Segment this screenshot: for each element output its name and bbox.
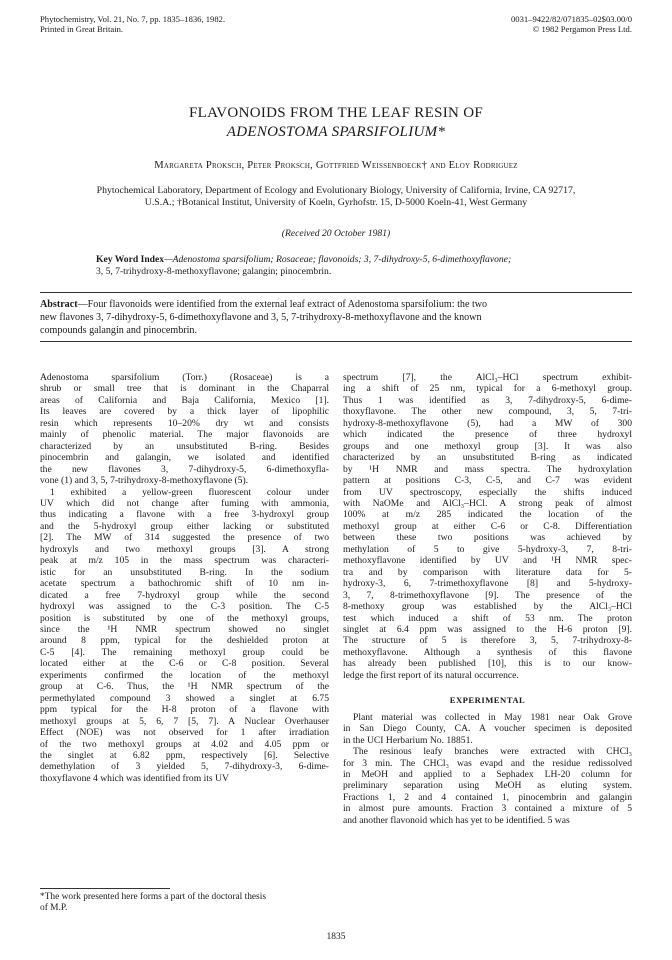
body-text-line: hydroxy-8-methoxyflavone (5), had a MW of 300 xyxy=(343,417,632,429)
body-text-line: tra and by comparison with literature data for 5- xyxy=(343,566,632,578)
body-text-line: test which induced a shift of 53 nm. The proton xyxy=(343,612,632,624)
keyword-line: 3, 5, 7-trihydroxy-8-methoxyflavone; galangin; pinocembrin. xyxy=(96,266,332,277)
footnote-rule xyxy=(40,888,170,889)
abstract-bottom-rule xyxy=(40,341,632,342)
received-date: (Received 20 October 1981) xyxy=(281,228,391,239)
body-text-line: thoxyflavone. The other new compound, 3, 5, 7-tri- xyxy=(343,406,632,418)
affiliation-line: Phytochemical Laboratory, Department of Ecology and Evolutionary Biology, University of California, Irvine, CA 92717, xyxy=(96,185,576,196)
keyword-text: —Adenostoma sparsifolium; Rosaceae; flavonoids; 3, 7-dihydroxy-5, 6-dimethoxyflavone; xyxy=(164,254,512,265)
body-text-line: UV which did not change after fuming with ammonia, xyxy=(40,497,329,509)
body-text-line: acetate spectrum a bathochromic shift of 10 nm in- xyxy=(40,578,329,590)
experimental-text-line: in MeOH and applied to a Sephadex LH-20 column for xyxy=(343,768,632,780)
experimental-text-line: and another flavonoid which has yet to be identified. 5 was xyxy=(343,814,570,826)
right-column-body xyxy=(343,372,632,681)
body-text-line: located either at the C-6 or C-8 position. Several xyxy=(40,658,329,670)
copyright-code-line: © 1982 Pergamon Press Ltd. xyxy=(532,24,632,34)
experimental-text-line: The resinous leafy branches were extracted with CHCl₃ xyxy=(353,746,632,758)
abstract-line: new flavones 3, 7-dihydroxy-5, 6-dimethoxyflavone and 3, 5, 7-trihydroxy-8-methoxyflavone and the known xyxy=(40,312,482,323)
body-text-line: hydroxy-3, 6, 7-trimethoxyflavone [8] and 5-hydroxy- xyxy=(343,578,632,590)
body-text-line: with NaOMe and AlCl₃–HCl. A strong peak of almost xyxy=(343,497,632,509)
body-text-line: since the ¹H NMR spectrum showed no singlet xyxy=(40,623,329,635)
body-text-line: ing a shift of 25 nm, typical for a 6-methoxyl group. xyxy=(343,383,632,395)
article-title-line: FLAVONOIDS FROM THE LEAF RESIN OF xyxy=(189,105,483,121)
body-text-line: by ¹H NMR and mass spectra. The hydroxylation xyxy=(343,463,632,475)
body-text-line: 100% at m/z 285 indicated the location of the xyxy=(343,509,632,521)
footnote xyxy=(40,892,329,915)
body-text-line: of the two methoxyl groups at 4.02 and 4.05 ppm or xyxy=(40,738,329,750)
body-text-line: ppm typical for the H-8 proton of a flavone with xyxy=(40,704,329,716)
body-text-line: [2]. The MW of 314 suggested the presence of two xyxy=(40,532,329,544)
experimental-text-line: preliminary separation using MeOH as eluting system. xyxy=(343,780,632,792)
body-text-line: demethylation of 3 yielded 5, 7-dihydroxy-3, 6-dime- xyxy=(40,761,329,773)
body-text-line: experiments confirmed the location of the methoxyl xyxy=(40,669,329,681)
experimental-text-line: for 3 min. The CHCl₃ was evapd and the residue redissolved xyxy=(343,757,632,769)
article-title xyxy=(40,104,632,142)
body-text-line: the singlet at 6.82 ppm, respectively [6]. Selective xyxy=(40,749,329,761)
body-text-line: group at C-6. Thus, the ¹H NMR spectrum of the xyxy=(40,681,329,693)
abstract-line: compounds galangin and pinocembrin. xyxy=(40,325,197,336)
keyword-line xyxy=(96,254,576,266)
experimental-text-line: in the UCI Herbarium No. 18851. xyxy=(343,734,473,746)
abstract xyxy=(40,298,632,337)
copyright-code xyxy=(511,14,632,34)
body-text-line: ledge the first report of its natural occurrence. xyxy=(343,669,519,681)
body-text-line: and the 5-hydroxyl group either lacking or substituted xyxy=(40,520,329,532)
body-text-line: hydroxyls and two methoxyl groups [3]. A strong xyxy=(40,543,329,555)
body-text-line: Effect (NOE) was not observed for 1 after irradiation xyxy=(40,727,329,739)
body-text-line: 3, 7, 8-trimethoxyflavone [9]. The presence of the xyxy=(343,589,632,601)
body-text-line: pattern at positions C-3, C-5, and C-7 was evident xyxy=(343,475,632,487)
body-text-line: which indicated the presence of three hydroxyl xyxy=(343,429,632,441)
body-text-line: The structure of 5 is therefore 3, 5, 7-trihydroxy-8- xyxy=(343,635,632,647)
journal-citation-line: Printed in Great Britain. xyxy=(40,24,124,34)
body-text-line: resin which represents 10–20% dry wt and consists xyxy=(40,417,329,429)
footnote-line: *The work presented here forms a part of the doctoral thesis xyxy=(40,892,266,902)
body-text-line: 1 exhibited a yellow-green fluorescent colour under xyxy=(50,486,329,498)
keyword-index xyxy=(96,254,576,278)
experimental-text-line: in San Diego County, CA. A voucher specimen is deposited xyxy=(343,723,632,735)
body-text-line: methoxyflavone identified by UV and ¹H NMR spec- xyxy=(343,555,632,567)
body-text-line: istic for an unsubstituted B-ring. In the sodium xyxy=(40,566,329,578)
body-text-line: Thus 1 was identified as 3, 7-dihydroxy-5, 6-dime- xyxy=(343,394,632,406)
body-text-line: shrub or small tree that is dominant in the Chaparral xyxy=(40,383,329,395)
body-text-line: methylation of 5 to give 5-hydroxy-3, 7, 8-tri- xyxy=(343,543,632,555)
abstract-text: —Four flavonoids were identified from the external leaf extract of Adenostoma sparsifolium: the two xyxy=(77,299,488,310)
body-text-line: characterized by an unsubstituted B-ring. Besides xyxy=(40,440,329,452)
body-text-line: vone (1) and 3, 5, 7-trihydroxy-8-methoxyflavone (5). xyxy=(40,475,249,487)
body-text-line: methoxyl group at either C-6 or C-8. Differentiation xyxy=(343,520,632,532)
experimental-section xyxy=(343,712,632,827)
footnote-line: of M.P. xyxy=(40,903,68,914)
affiliation-line: U.S.A.; †Botanical Institut, University of Koeln, Gyrhofstr. 15, D-5000 Koeln-41, West Germany xyxy=(144,197,528,208)
experimental-text-line: in almost pure amounts. Fraction 3 contained a mixture of 5 xyxy=(343,803,632,815)
keyword-label: Key Word Index xyxy=(96,254,165,265)
body-text-line: Adenostoma sparsifolium (Torr.) (Rosaceae) is a xyxy=(40,372,329,383)
body-text-line: hydroxyl was assigned to the C-3 position. The C-5 xyxy=(40,601,329,613)
body-text-line: Its leaves are covered by a thick layer of lipophilic xyxy=(40,406,329,418)
body-text-line: thoxyflavone 4 which was identified from its UV xyxy=(40,772,229,784)
body-text-line: has already been published [10], this is to our know- xyxy=(343,658,632,670)
abstract-line xyxy=(40,298,632,311)
body-text-line: singlet at 6.4 ppm was assigned to the H-6 proton [9]. xyxy=(343,623,632,635)
body-text-line: dicated a free 7-hydroxyl group while the second xyxy=(40,589,329,601)
abstract-top-rule xyxy=(40,292,632,293)
body-text-line: between these two positions was achieved by xyxy=(343,532,632,544)
body-text-line: pinocembrin and galangin, we isolated and identified xyxy=(40,452,329,464)
page-number: 1835 xyxy=(326,932,346,942)
body-text-line: permethylated compound 3 showed a singlet at 6.75 xyxy=(40,692,329,704)
body-text-line: the new flavones 3, 7-dihydroxy-5, 6-dimethoxyfla- xyxy=(40,463,329,475)
body-text-line: mainly of phenolic material. The major flavonoids are xyxy=(40,429,329,441)
body-text-line: methoxyl groups at 5, 6, 7 [5, 7]. A Nuclear Overhauser xyxy=(40,715,329,727)
body-text-line: characterized by an unsubstituted B-ring as indicated xyxy=(343,452,632,464)
abstract-label: Abstract xyxy=(40,299,78,310)
copyright-code-line: 0031–9422/82/071835–02$03.00/0 xyxy=(510,14,632,24)
body-text-line: 8-methoxy group was established by the AlCl₃–HCl xyxy=(343,601,632,613)
body-text-line: groups and one methoxyl group [3]. It was also xyxy=(343,440,632,452)
body-text-line: around 8 ppm, typical for the deshielded proton at xyxy=(40,635,329,647)
experimental-text-line: Plant material was collected in May 1981 near Oak Grove xyxy=(353,711,632,723)
journal-citation xyxy=(40,14,225,34)
right-column xyxy=(343,372,632,826)
journal-citation-line: Phytochemistry, Vol. 21, No. 7, pp. 1835–1836, 1982. xyxy=(40,14,226,24)
experimental-text-line: Fractions 1, 2 and 4 contained 1, pinocembrin and galangin xyxy=(343,791,632,803)
body-text-line: from UV spectroscopy, especially the shifts induced xyxy=(343,486,632,498)
experimental-heading: EXPERIMENTAL xyxy=(449,695,526,706)
author-list: Margareta Proksch, Peter Proksch, Gottfried Weissenboeck† and Eloy Rodriguez xyxy=(154,160,518,171)
body-text-line: areas of California and Baja California, Mexico [1]. xyxy=(40,394,329,406)
body-text-line: position is substituted by one of the methoxyl groups, xyxy=(40,612,329,624)
body-text-line: methoxyflavone. Although a synthesis of this flavone xyxy=(343,646,632,658)
left-column xyxy=(40,372,329,784)
body-text-line: peak at m/z 105 in the mass spectrum was characteri- xyxy=(40,555,329,567)
body-text-line: thus indicating a flavone with a free 3-hydroxyl group xyxy=(40,509,329,521)
body-text-line: spectrum [7], the AlCl₃–HCl spectrum exhibit- xyxy=(343,372,632,383)
article-title-line: ADENOSTOMA SPARSIFOLIUM* xyxy=(226,124,446,140)
body-text-line: C-5 [4]. The remaining methoxyl group could be xyxy=(40,646,329,658)
affiliation xyxy=(40,185,632,209)
